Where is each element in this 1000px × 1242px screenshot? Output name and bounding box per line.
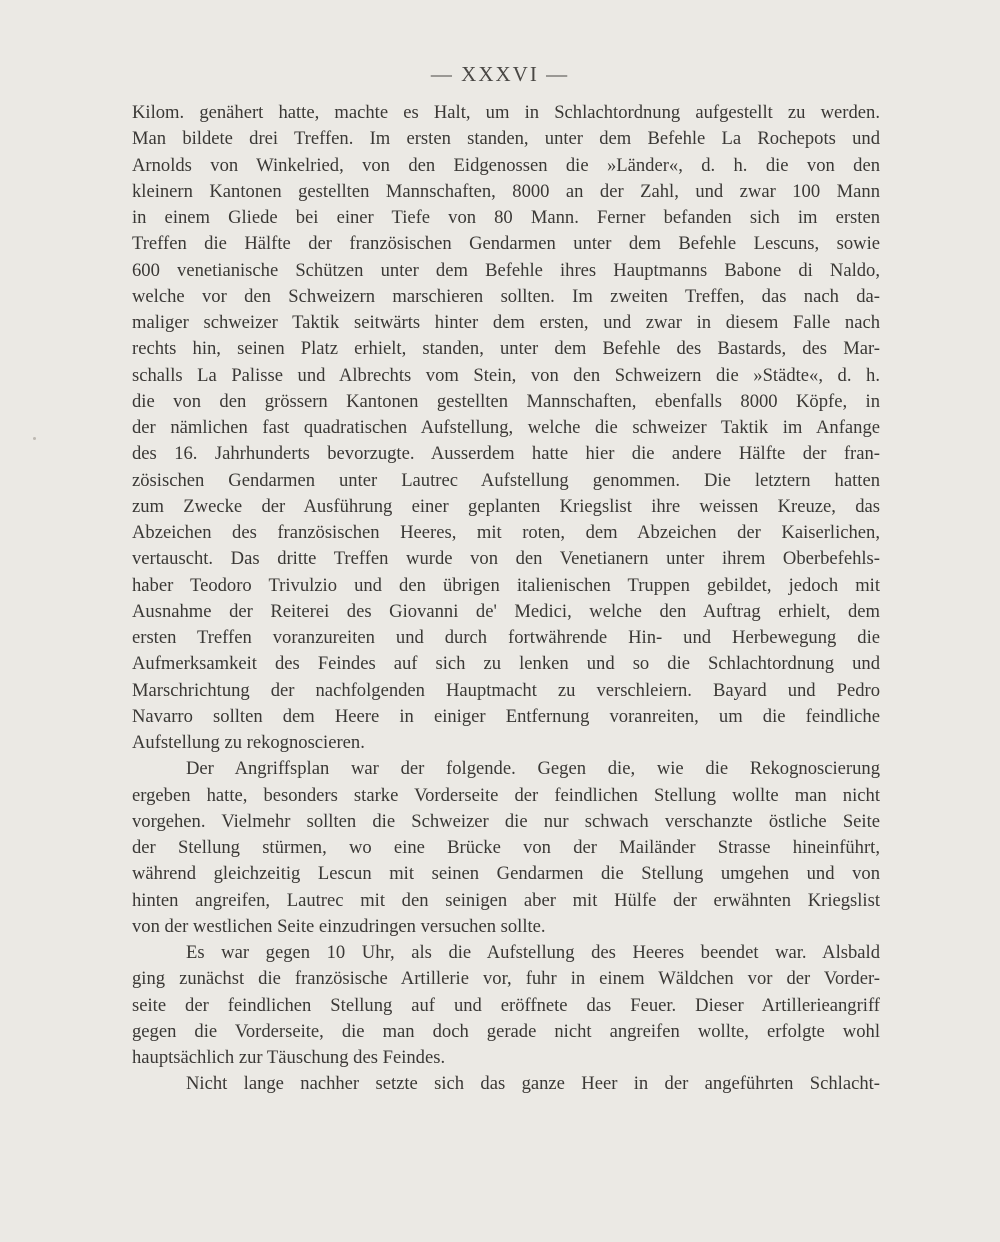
text-line: Arnolds von Winkelried, von den Eidgenossen die »Länder«, d. h. die von den [132, 154, 880, 176]
text-line: Ausnahme der Reiterei des Giovanni de' Medici, welche den Auftrag erhielt, dem [132, 600, 880, 622]
text-line: ergeben hatte, besonders starke Vorderseite der feindlichen Stellung wollte man nicht [132, 784, 880, 806]
text-line: Nicht lange nachher setzte sich das ganze Heer in der angeführten Schlacht- [186, 1073, 880, 1095]
text-line: maliger schweizer Taktik seitwärts hinter dem ersten, und zwar in diesem Falle nach [132, 312, 880, 333]
text-line: ersten Treffen voranzureiten und durch fortwährende Hin- und Herbewegung die [132, 627, 880, 648]
text-line: während gleichzeitig Lescun mit seinen Gendarmen die Stellung umgehen und von [132, 863, 880, 885]
text-line: zösischen Gendarmen unter Lautrec Aufstellung genommen. Die letztern hatten [132, 469, 880, 491]
text-line: in einem Gliede bei einer Tiefe von 80 Mann. Ferner befanden sich im ersten [132, 207, 880, 228]
page-number: — XXXVI — [430, 62, 570, 86]
text-line: Man bildete drei Treffen. Im ersten standen, unter dem Befehle La Rochepots und [132, 128, 880, 150]
text-line: welche vor den Schweizern marschieren sollten. Im zweiten Treffen, das nach da- [132, 285, 880, 307]
text-line: vertauscht. Das dritte Treffen wurde von den Venetianern unter ihrem Oberbefehls- [132, 548, 880, 570]
text-line: Marschrichtung der nachfolgenden Hauptmacht zu verschleiern. Bayard und Pedro [132, 679, 880, 701]
text-line: die von den grössern Kantonen gestellten Mannschaften, ebenfalls 8000 Köpfe, in [132, 390, 880, 412]
text-line: Kilom. genähert hatte, machte es Halt, um in Schlachtordnung aufgestellt zu werden. [132, 102, 880, 123]
text-line: vorgehen. Vielmehr sollten die Schweizer die nur schwach verschanzte östliche Seite [132, 810, 880, 832]
text-line: von der westlichen Seite einzudringen versuchen sollte. [132, 915, 546, 937]
text-line: Aufstellung zu rekognoscieren. [132, 732, 365, 753]
text-line: zum Zwecke der Ausführung einer geplanten Kriegslist ihre weissen Kreuze, das [132, 495, 880, 517]
text-line: der nämlichen fast quadratischen Aufstellung, welche die schweizer Taktik im Anfange [132, 417, 880, 438]
text-line: 600 venetianische Schützen unter dem Befehle ihres Hauptmanns Babone di Naldo, [132, 259, 880, 281]
text-line: Es war gegen 10 Uhr, als die Aufstellung des Heeres beendet war. Alsbald [186, 942, 880, 963]
text-line: schalls La Palisse und Albrechts vom Stein, von den Schweizern die »Städte«, d. h. [132, 364, 880, 386]
text-line: Der Angriffsplan war der folgende. Gegen die, wie die Rekognoscierung [186, 758, 880, 780]
text-line: Navarro sollten dem Heere in einiger Entfernung voranreiten, um die feindliche [132, 705, 880, 727]
scan-speck [33, 437, 36, 440]
text-line: rechts hin, seinen Platz erhielt, standen, unter dem Befehle des Bastards, des Mar- [132, 338, 880, 360]
text-line: seite der feindlichen Stellung auf und eröffnete das Feuer. Dieser Artillerieangriff [132, 994, 880, 1016]
text-line: hauptsächlich zur Täuschung des Feindes. [132, 1047, 446, 1068]
text-line: ging zunächst die französische Artillerie vor, fuhr in einem Wäldchen vor der Vorder- [132, 968, 880, 990]
text-line: hinten angreifen, Lautrec mit den seinigen aber mit Hülfe der erwähnten Kriegslist [132, 889, 880, 911]
body-text [132, 100, 880, 1098]
text-line: haber Teodoro Trivulzio und den übrigen italienischen Truppen gebildet, jedoch mit [132, 574, 880, 596]
text-line: kleinern Kantonen gestellten Mannschaften, 8000 an der Zahl, und zwar 100 Mann [132, 180, 880, 202]
text-line: gegen die Vorderseite, die man doch gerade nicht angreifen wollte, erfolgte wohl [132, 1020, 880, 1042]
text-line: der Stellung stürmen, wo eine Brücke von der Mailänder Strasse hineinführt, [132, 837, 880, 858]
text-line: Treffen die Hälfte der französischen Gendarmen unter dem Befehle Lescuns, sowie [132, 233, 880, 255]
text-line: des 16. Jahrhunderts bevorzugte. Ausserdem hatte hier die andere Hälfte der fran- [132, 443, 880, 465]
text-line: Aufmerksamkeit des Feindes auf sich zu lenken und so die Schlachtordnung und [132, 653, 880, 675]
text-line: Abzeichen des französischen Heeres, mit roten, dem Abzeichen der Kaiserlichen, [132, 522, 880, 543]
